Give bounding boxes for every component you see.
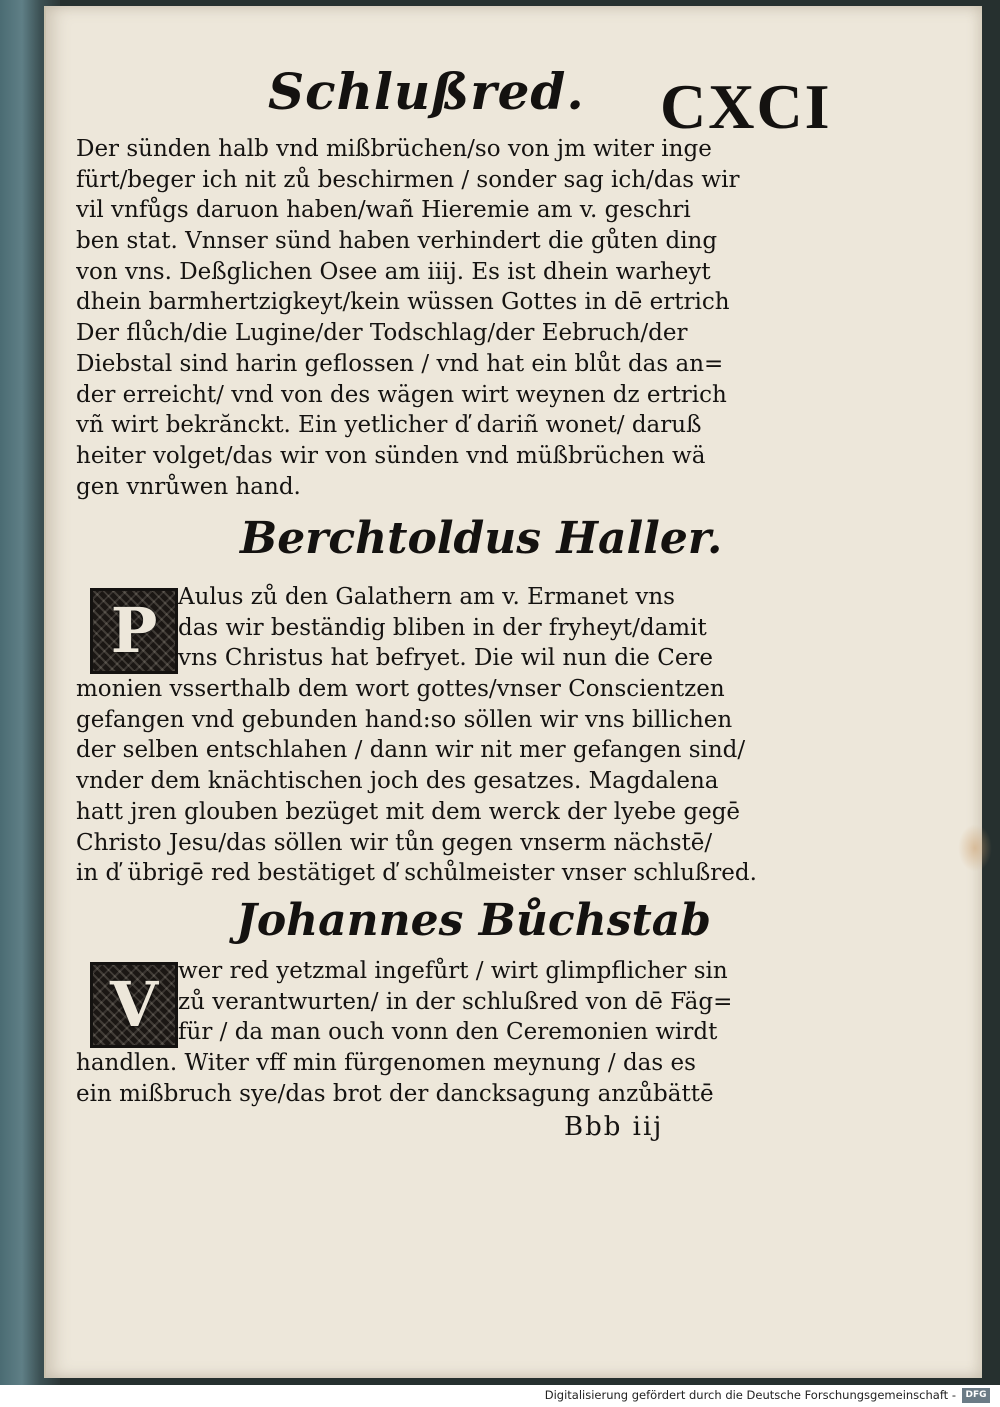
text-line: zů verantwurten/ in der schlußred von dē Fäg=: [178, 988, 733, 1015]
section-heading-buchstab: Johannes Bůchstab: [236, 895, 712, 946]
text-line: Der flůch/die Lugine/der Todschlag/der Eebruch/der: [76, 320, 688, 347]
text-line: Diebstal sind harin geflossen / vnd hat ein blůt das an=: [76, 350, 724, 377]
text-line: für / da man ouch vonn den Ceremonien wirdt: [178, 1019, 718, 1046]
text-line: ben stat. Vnnser sünd haben verhindert die gůten ding: [76, 228, 718, 255]
text-line: von vns. Deßglichen Osee am iiij. Es ist dhein warheyt: [76, 258, 711, 285]
initial-letter: P: [110, 594, 158, 667]
text-line: der erreicht/ vnd von des wägen wirt weynen dz ertrich: [76, 381, 727, 408]
funding-notice: Digitalisierung gefördert durch die Deutsche Forschungsgemeinschaft -: [544, 1388, 956, 1402]
text-line: vnder dem knächtischen joch des gesatzes. Magdalena: [76, 768, 719, 795]
footer-bar: [0, 1385, 1000, 1407]
section-3-text: [76, 956, 776, 1109]
text-line: monien vsserthalb dem wort gottes/vnser Conscientzen: [76, 676, 725, 703]
text-line: Christo Jesu/das söllen wir tůn gegen vnserm nächstē/: [76, 829, 713, 856]
text-line: fürt/beger ich nit zů beschirmen / sonder sag ich/das wir: [76, 166, 740, 193]
folio-number: CXCI: [660, 71, 832, 142]
text-line: gefangen vnd gebunden hand:so söllen wir vns billichen: [76, 706, 733, 733]
text-line: dhein barmhertzigkeyt/kein wüssen Gottes in dē ertrich: [76, 289, 730, 316]
text-line: handlen. Witer vff min fürgenomen meynung / das es: [76, 1050, 696, 1077]
text-line: hatt jren glouben bezüget mit dem werck der lyebe gegē: [76, 798, 741, 825]
section-2-text: [76, 582, 776, 889]
text-line: vñ wirt bekrănckt. Ein yetlicher ď dariñ wonet/ daruß: [76, 412, 702, 439]
text-line: in ď übrigē red bestätiget ď schůlmeister vnser schlußred.: [76, 860, 757, 887]
text-line: vns Christus hat befryet. Die wil nun die Cere: [178, 645, 714, 672]
text-line: heiter volget/das wir von sünden vnd müßbrüchen wä: [76, 442, 706, 469]
text-line: das wir beständig bliben in der fryheyt/damit: [178, 614, 707, 641]
section-1-text: [76, 134, 776, 502]
text-line: gen vnrůwen hand.: [76, 473, 301, 500]
running-head: Schlußred.: [268, 62, 585, 121]
text-line: der selben entschlahen / dann wir nit mer gefangen sind/: [76, 737, 746, 764]
text-line: Aulus zů den Galathern am v. Ermanet vns: [178, 584, 675, 610]
text-line: Der sünden halb vnd mißbrüchen/so von jm witer inge: [76, 136, 712, 162]
signature-mark: Bbb iij: [564, 1112, 664, 1142]
initial-letter: V: [109, 968, 159, 1041]
paper-stain: [958, 824, 992, 872]
text-line: wer red yetzmal ingefůrt / wirt glimpflicher sin: [178, 958, 728, 984]
text-line: ein mißbruch sye/das brot der dancksagung anzůbättē: [76, 1080, 714, 1107]
text-line: vil vnfůgs daruon haben/wañ Hieremie am v. geschri: [76, 197, 691, 224]
dfg-logo: DFG: [962, 1388, 990, 1403]
section-heading-haller: Berchtoldus Haller.: [240, 513, 723, 564]
